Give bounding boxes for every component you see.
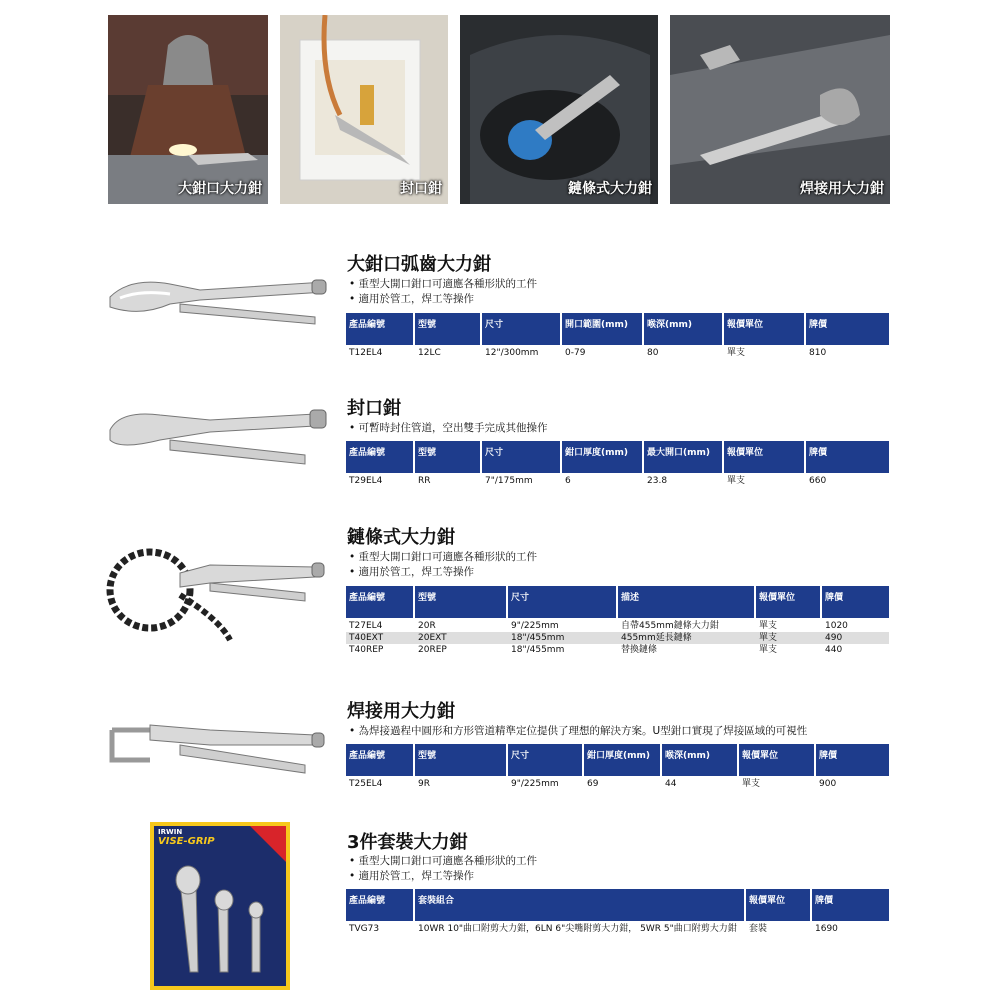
table-cell: 9"/225mm bbox=[511, 779, 559, 789]
bullet: • 重型大開口鉗口可適應各種形狀的工件 bbox=[349, 854, 537, 869]
table-cell: 6 bbox=[565, 476, 571, 486]
spec-table bbox=[346, 441, 889, 487]
header-cell: 尺寸 bbox=[508, 586, 618, 618]
table-cell: 套裝 bbox=[749, 924, 768, 934]
table-cell: RR bbox=[418, 476, 431, 486]
table-cell: TVG73 bbox=[349, 924, 380, 934]
table-cell: T25EL4 bbox=[349, 779, 383, 789]
product-title: 封口鉗 bbox=[347, 398, 401, 419]
table-cell: 單支 bbox=[727, 476, 746, 486]
header-cell: 產品編號 bbox=[346, 744, 415, 776]
table-header bbox=[346, 313, 889, 345]
table-header bbox=[346, 889, 889, 921]
table-cell: 單支 bbox=[742, 779, 761, 789]
header-cell: 報價單位 bbox=[724, 313, 806, 345]
table-cell: 9"/225mm bbox=[511, 621, 559, 631]
header-cell: 最大開口(mm) bbox=[644, 441, 724, 473]
header-cell: 開口範圍(mm) bbox=[562, 313, 644, 345]
table-cell: 12LC bbox=[418, 348, 441, 358]
header-cell: 喉深(mm) bbox=[662, 744, 739, 776]
photo-caption: 大鉗口大力鉗 bbox=[178, 181, 262, 197]
bullet: • 可暫時封住管道，空出雙手完成其他操作 bbox=[349, 421, 548, 436]
header-cell: 尺寸 bbox=[482, 313, 562, 345]
table-cell: 單支 bbox=[759, 633, 778, 643]
photo-caption: 焊接用大力鉗 bbox=[800, 181, 884, 197]
bullet: • 適用於管工，焊工等操作 bbox=[349, 869, 537, 884]
table-header bbox=[346, 441, 889, 473]
table-cell: 18"/455mm bbox=[511, 645, 565, 655]
header-cell: 牌價 bbox=[809, 320, 828, 330]
table-cell: 12"/300mm bbox=[485, 348, 539, 358]
welding-pliers-image bbox=[100, 705, 332, 785]
table-cell: 1020 bbox=[825, 621, 848, 631]
header-cell: 尺寸 bbox=[482, 441, 562, 473]
package-brand: IRWIN bbox=[158, 828, 183, 836]
header-cell: 報價單位 bbox=[756, 586, 822, 618]
table-cell: 23.8 bbox=[647, 476, 668, 486]
header-cell: 產品編號 bbox=[346, 313, 415, 345]
table-cell: 單支 bbox=[727, 348, 746, 358]
table-cell: 80 bbox=[647, 348, 659, 358]
spec-table bbox=[346, 744, 889, 790]
table-cell: T29EL4 bbox=[349, 476, 383, 486]
package-image bbox=[150, 822, 290, 990]
table-cell: T12EL4 bbox=[349, 348, 383, 358]
table-cell: 20R bbox=[418, 621, 436, 631]
bullet: • 適用於管工，焊工等操作 bbox=[349, 565, 537, 580]
table-cell: 69 bbox=[587, 779, 599, 789]
header-cell: 報價單位 bbox=[739, 744, 816, 776]
photo-welding-pipe bbox=[670, 15, 890, 204]
header-cell: 鉗口厚度(mm) bbox=[562, 441, 644, 473]
header-cell: 型號 bbox=[415, 744, 508, 776]
table-row bbox=[346, 632, 889, 644]
table-row bbox=[346, 475, 889, 487]
header-cell: 喉深(mm) bbox=[644, 313, 724, 345]
header-cell: 鉗口厚度(mm) bbox=[584, 744, 662, 776]
bullet: • 重型大開口鉗口可適應各種形狀的工件 bbox=[349, 550, 537, 565]
header-cell: 牌價 bbox=[819, 751, 838, 761]
spec-table bbox=[346, 889, 889, 949]
photo-sealing bbox=[280, 15, 448, 204]
table-cell: 490 bbox=[825, 633, 843, 643]
bullet: • 重型大開口鉗口可適應各種形狀的工件 bbox=[349, 277, 537, 292]
product-title: 大鉗口弧齒大力鉗 bbox=[347, 254, 491, 275]
bullet: • 適用於管工，焊工等操作 bbox=[349, 292, 537, 307]
table-cell: 自帶455mm鏈條大力鉗 bbox=[621, 621, 719, 631]
table-cell: 440 bbox=[825, 645, 843, 655]
table-cell: 7"/175mm bbox=[485, 476, 533, 486]
table-cell: 44 bbox=[665, 779, 677, 789]
product-title: 焊接用大力鉗 bbox=[347, 701, 455, 722]
sealing-pliers-image bbox=[100, 400, 332, 475]
table-cell: 替換鏈條 bbox=[621, 645, 658, 655]
photo-welding bbox=[108, 15, 268, 204]
table-header bbox=[346, 586, 889, 618]
product-bullets bbox=[349, 550, 537, 580]
photo-caption: 鏈條式大力鉗 bbox=[568, 181, 652, 197]
header-cell: 尺寸 bbox=[508, 744, 584, 776]
header-cell: 產品編號 bbox=[346, 889, 415, 921]
header-cell: 型號 bbox=[415, 313, 482, 345]
product-title: 3件套裝大力鉗 bbox=[347, 832, 468, 853]
large-jaw-locking-pliers-image bbox=[100, 262, 332, 337]
chain-pliers-image bbox=[100, 545, 332, 645]
table-cell: 810 bbox=[809, 348, 827, 358]
table-cell: 20EXT bbox=[418, 633, 447, 643]
table-row bbox=[346, 620, 889, 632]
header-cell: 型號 bbox=[415, 441, 482, 473]
table-cell: 660 bbox=[809, 476, 827, 486]
table-cell: 單支 bbox=[759, 645, 778, 655]
table-cell: T40EXT bbox=[349, 633, 384, 643]
header-cell: 型號 bbox=[415, 586, 508, 618]
table-header bbox=[346, 744, 889, 776]
table-cell: T27EL4 bbox=[349, 621, 383, 631]
header-cell: 產品編號 bbox=[346, 586, 415, 618]
photo-caption: 封口鉗 bbox=[400, 181, 442, 197]
header-cell: 牌價 bbox=[825, 593, 844, 603]
table-cell: 9R bbox=[418, 779, 430, 789]
table-cell: 10WR 10"曲口附剪大力鉗，6LN 6"尖嘴附剪大力鉗， 5WR 5"曲口附剪大力鉗 bbox=[418, 924, 737, 934]
table-cell: 單支 bbox=[759, 621, 778, 631]
header-cell: 牌價 bbox=[809, 448, 828, 458]
table-row bbox=[346, 923, 889, 949]
spec-table bbox=[346, 313, 889, 359]
table-cell: 18"/455mm bbox=[511, 633, 565, 643]
table-row bbox=[346, 347, 889, 359]
table-cell: 455mm延長鏈條 bbox=[621, 633, 692, 643]
table-row bbox=[346, 778, 889, 790]
photo-chain bbox=[460, 15, 658, 204]
table-cell: 900 bbox=[819, 779, 837, 789]
product-bullets bbox=[349, 277, 537, 307]
header-cell: 產品編號 bbox=[346, 441, 415, 473]
table-cell: 1690 bbox=[815, 924, 838, 934]
header-cell: 描述 bbox=[618, 586, 756, 618]
header-cell: 報價單位 bbox=[746, 889, 812, 921]
product-title: 鏈條式大力鉗 bbox=[347, 527, 455, 548]
product-bullets bbox=[349, 724, 807, 739]
table-cell: 0-79 bbox=[565, 348, 586, 358]
header-cell: 報價單位 bbox=[724, 441, 806, 473]
product-bullets bbox=[349, 421, 548, 436]
package-product-name: VISE-GRIP bbox=[158, 836, 215, 847]
bullet: • 為焊接過程中圓形和方形管道精準定位提供了理想的解決方案。U型鉗口實現了焊接區域的可視性 bbox=[349, 724, 807, 739]
product-bullets bbox=[349, 854, 537, 884]
spec-table bbox=[346, 586, 889, 656]
header-cell: 牌價 bbox=[815, 896, 834, 906]
table-cell: T40REP bbox=[349, 645, 384, 655]
table-cell: 20REP bbox=[418, 645, 447, 655]
header-cell: 套裝組合 bbox=[415, 889, 746, 921]
table-row bbox=[346, 644, 889, 656]
